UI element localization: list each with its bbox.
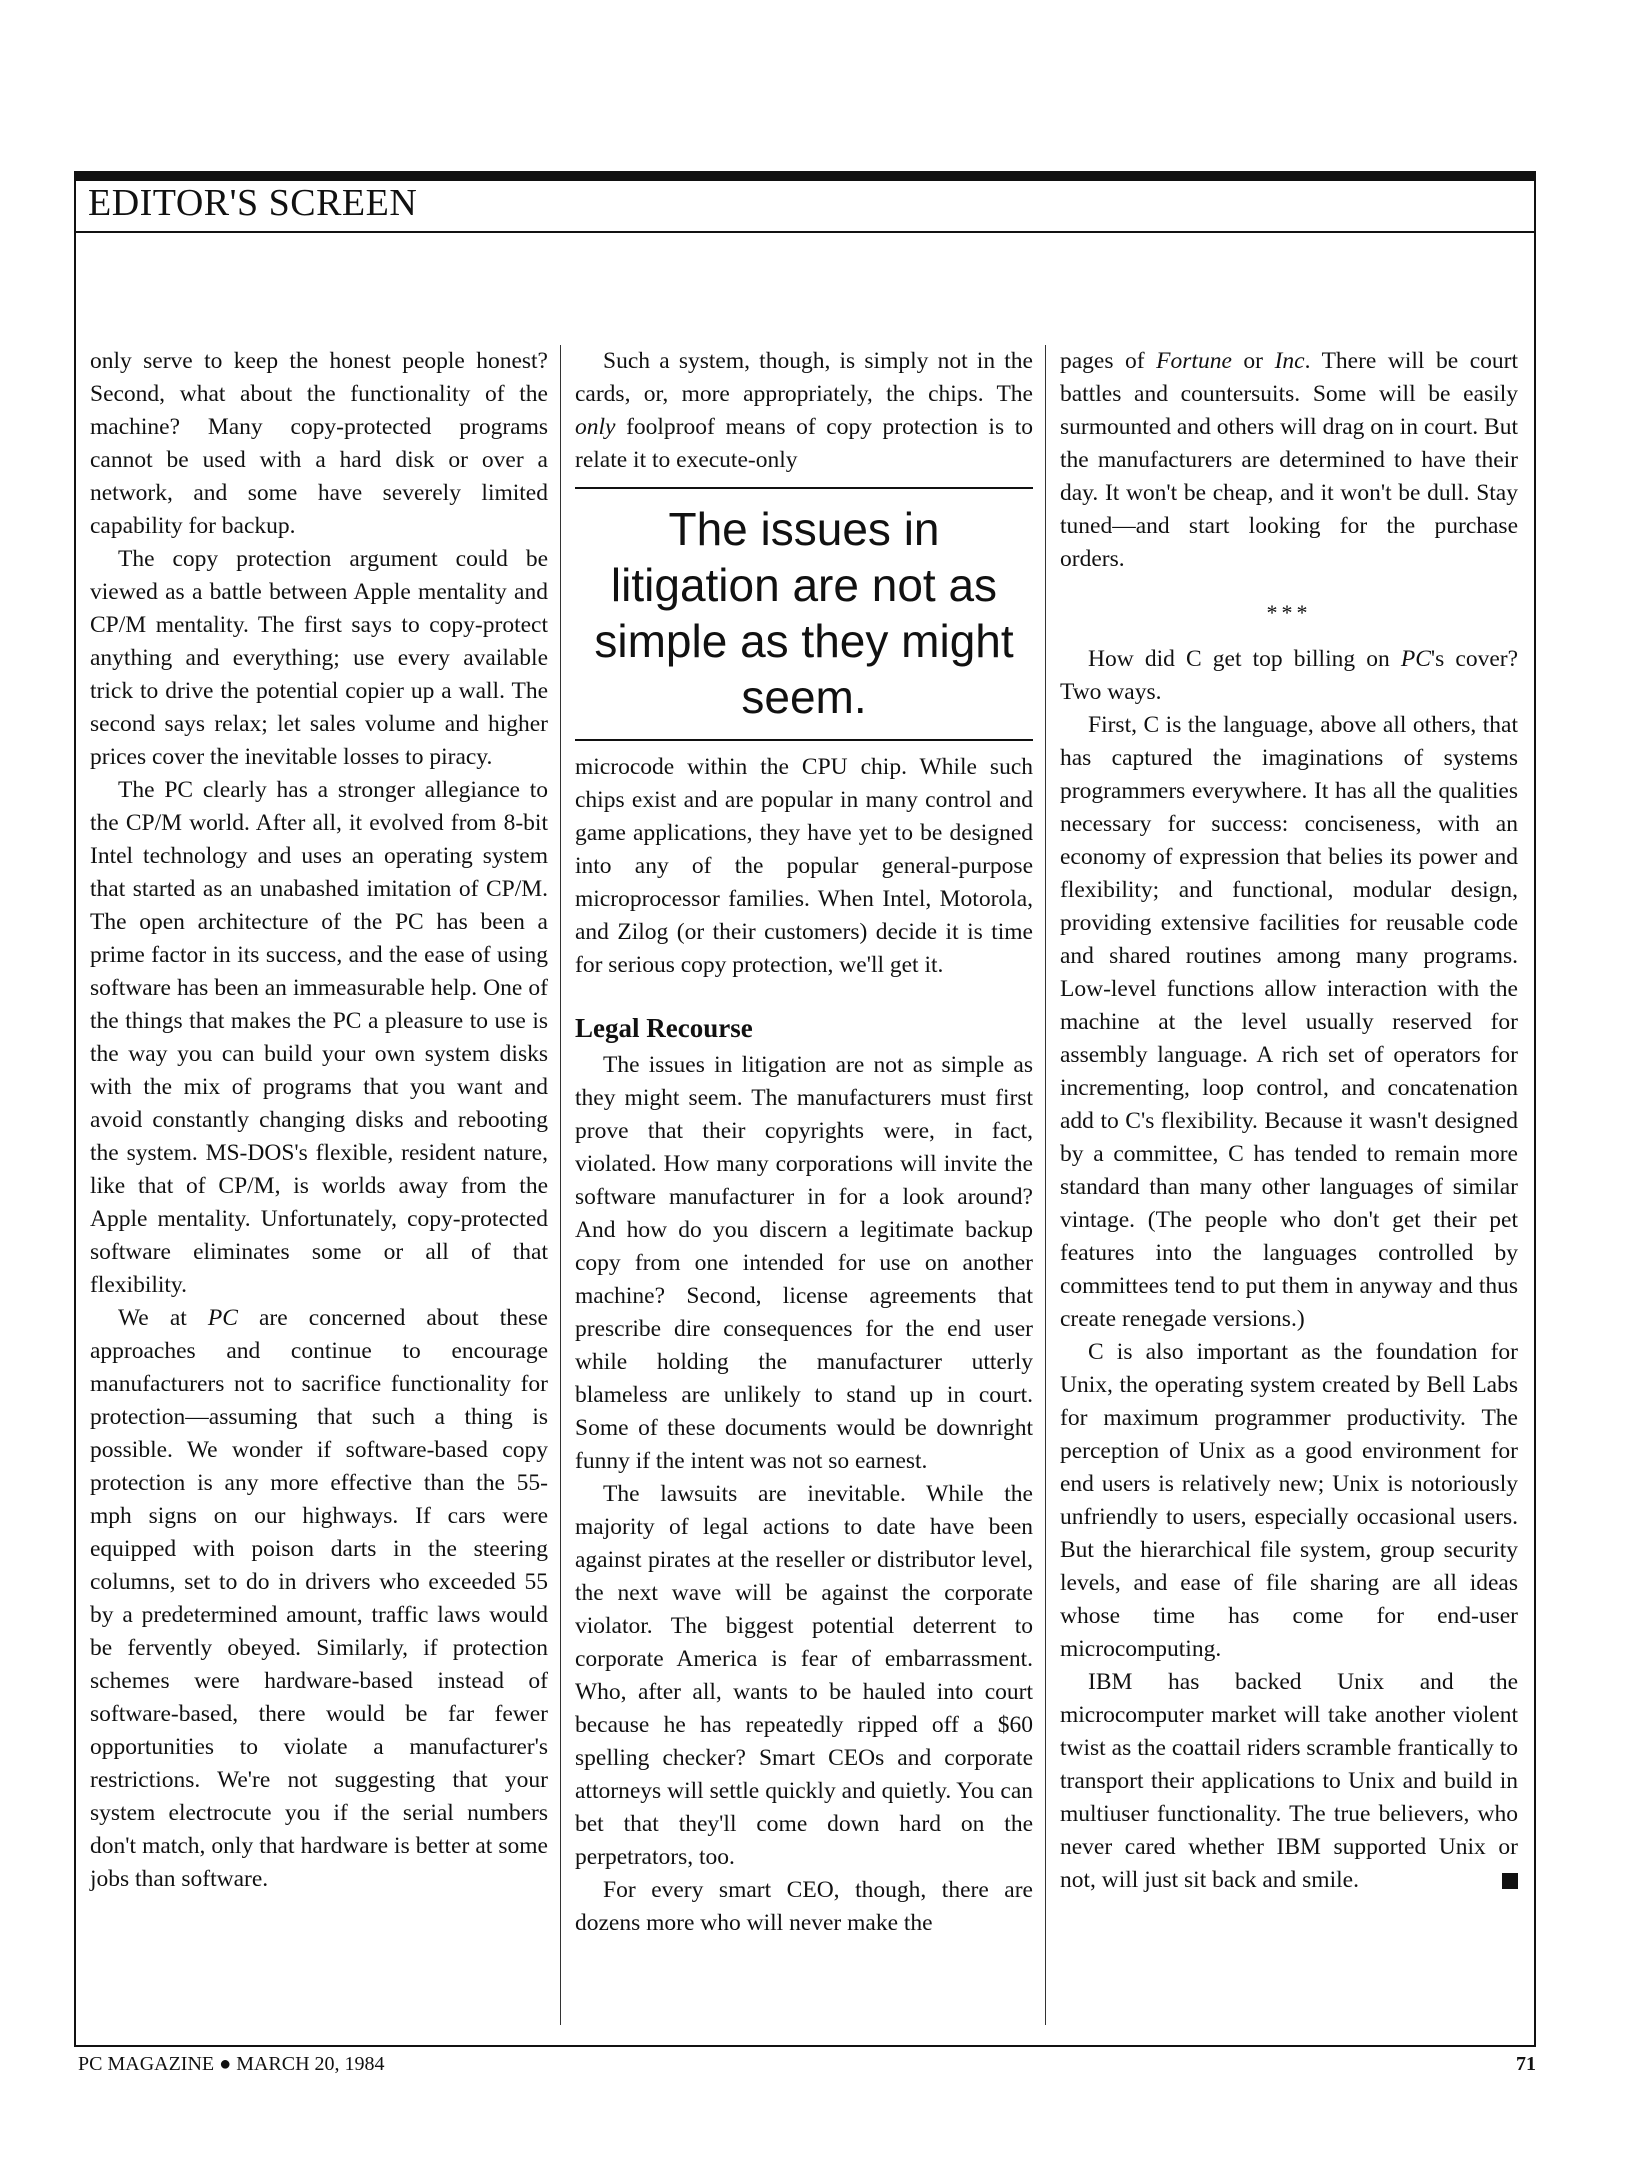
paragraph: The lawsuits are inevitable. While the majority of legal actions to date have been against pirates at the reseller or distributor level, the next wave will be against the corporate violator. The biggest potential deterrent to corporate America is fear of embarrassment. Who, after all, wants to be hauled into court because he has repeatedly ripped off a $60 spelling checker? Smart CEOs and corporate attorneys will settle quickly and quietly. You can bet that they'll come down hard on the perpetrators, too. [575, 1481, 1033, 1870]
section-separator: *** [1266, 600, 1312, 625]
column-divider [1045, 345, 1046, 2025]
paragraph: only serve to keep the honest people honest? Second, what about the functionality of the machine? Many copy-protected programs cannot be used with a hard disk or over a network, and some have severely limited capability for backup. [90, 348, 548, 539]
paragraph: The issues in litigation are not as simple as they might seem. The manufacturers must first prove that their copyrights were, in fact, violated. How many corporations will invite the software manufacturer in for a look around? And how do you discern a legitimate backup copy from one intended for use on another machine? Second, license agreements that prescribe dire consequences for the end user while holding the manufacturer utterly blameless are unlikely to stand up in court. Some of these documents would be downright funny if the intent was not so earnest. [575, 1052, 1033, 1474]
paragraph: microcode within the CPU chip. While such chips exist and are popular in many control and game applications, they have yet to be designed into any of the popular general-purpose microprocessor families. When Intel, Motorola, and Zilog (or their customers) decide it is time for serious copy protection, we'll get it. [575, 754, 1033, 978]
section-header [74, 171, 1536, 233]
paragraph: We at PC are concerned about these approaches and continue to encourage manufacturers not to sacrifice functionality for protection—assuming that such a thing is possible. We wonder if software-based copy protection is any more effective than the 55-mph signs on our highways. If cars were equipped with poison darts in the steering columns, set to do in drivers who exceeded 55 by a predetermined amount, traffic laws would be fervently obeyed. Similarly, if protection schemes were hardware-based instead of software-based, there would be far fewer opportunities to violate a manufacturer's restrictions. We're not suggesting that your system electrocute you if the serial numbers don't match, only that hardware is better at some jobs than software. [90, 1305, 548, 1892]
paragraph: The PC clearly has a stronger allegiance to the CP/M world. After all, it evolved from 8-bit Intel technology and uses an operating system that started as an unabashed imitation of CP/M. The open architecture of the PC has been a prime factor in its success, and the ease of using software has been an immeasurable help. One of the things that makes the PC a pleasure to use is the way you can build your own system disks with the mix of programs that you want and avoid constantly changing disks and rebooting the system. MS-DOS's flexible, resident nature, like that of CP/M, is worlds away from the Apple mentality. Unfortunately, copy-protected software eliminates some or all of that flexibility. [90, 777, 548, 1298]
paragraph: pages of Fortune or Inc. There will be court battles and countersuits. Some will be easily surmounted and others will drag on in court. But the manufacturers are determined to have their day. It won't be cheap, and it won't be dull. Stay tuned—and start looking for the purchase orders. [1060, 348, 1519, 572]
paragraph: How did C get top billing on PC's cover? Two ways. [1060, 646, 1519, 705]
article-column-3 [1060, 345, 1518, 1897]
article-column-2 [575, 345, 1033, 1940]
paragraph: Such a system, though, is simply not in the cards, or, more appropriately, the chips. The only foolproof means of copy protection is to relate it to execute-only [575, 348, 1033, 473]
pull-quote: The issues in litigation are not as simple as they might seem. [575, 487, 1033, 741]
publication-footer: PC MAGAZINE ● MARCH 20, 1984 [78, 2053, 385, 2075]
subheading: Legal Recourse [575, 1013, 753, 1043]
column-divider [560, 345, 561, 2025]
magazine-name: PC [207, 1305, 238, 1331]
paragraph: C is also important as the foundation for Unix, the operating system created by Bell Labs for maximum programmer productivity. The perception of Unix as a good environment for end users is relatively new; Unix is notoriously unfriendly to users, especially occasional users. But the hierarchical file system, group security levels, and ease of file sharing are all ideas whose time has come for end-user microcomputing. [1060, 1339, 1518, 1662]
paragraph: IBM has backed Unix and the microcomputer market will take another violent twist as the coattail riders scramble frantically to transport their applications to Unix and build in multiuser functionality. The true believers, who never cared whether IBM supported Unix or not, will just sit back and smile. [1060, 1669, 1518, 1893]
page-number: 71 [1516, 2053, 1536, 2075]
paragraph: The copy protection argument could be viewed as a battle between Apple mentality and CP/M mentality. The first says to copy-protect anything and everything; use every available trick to drive the potential copier up a wall. The second says relax; let sales volume and higher prices cover the inevitable losses to piracy. [90, 546, 548, 770]
section-title: EDITOR'S SCREEN [88, 182, 418, 224]
end-of-article-icon [1502, 1873, 1518, 1889]
article-column-1 [90, 345, 548, 1896]
paragraph: For every smart CEO, though, there are dozens more who will never make the [575, 1877, 1033, 1936]
paragraph: First, C is the language, above all others, that has captured the imaginations of systems programmers everywhere. It has all the qualities necessary for success: conciseness, with an economy of expression that belies its power and flexibility; and functional, modular design, providing extensive facilities for reusable code and shared routines among many programs. Low-level functions allow interaction with the machine at the level usually reserved for assembly language. A rich set of operators for incrementing, loop control, and concatenation add to C's flexibility. Because it wasn't designed by a committee, C has tended to remain more standard than many other languages of similar vintage. (The people who don't get their pet features into the languages controlled by committees tend to put them in anyway and thus create renegade versions.) [1060, 712, 1518, 1332]
